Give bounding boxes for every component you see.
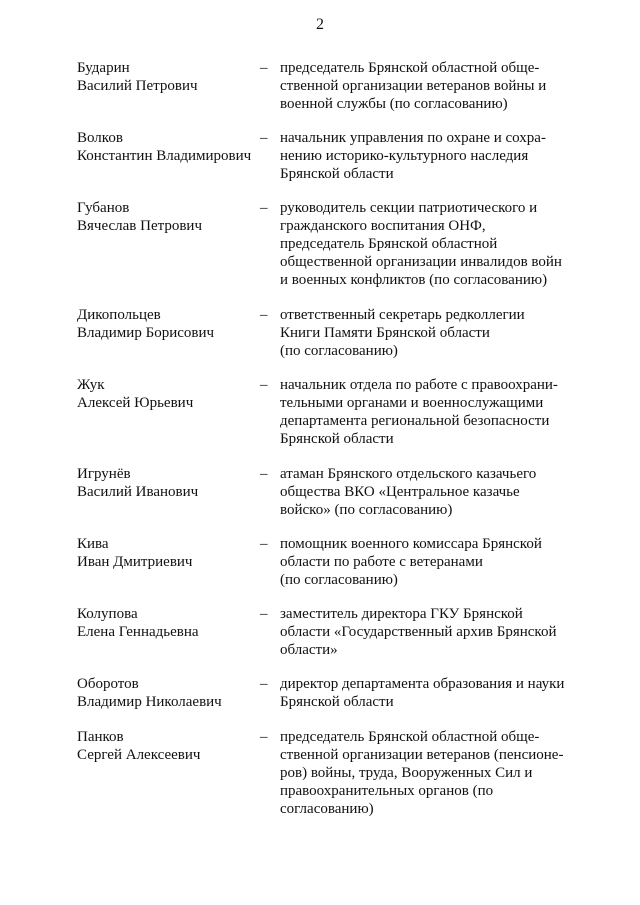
member-given-names: Василий Петрович [77,78,198,94]
role-line: ров) войны, труда, Вооруженных Сил и [280,765,533,781]
member-entry [77,376,567,448]
member-surname: Панков [77,729,124,745]
role-line: (по согласованию) [280,343,398,359]
role-line: правоохранительных органов (по [280,783,494,799]
member-given-names: Владимир Николаевич [77,694,222,710]
member-name [77,376,260,448]
member-role [280,535,567,589]
member-name [77,306,260,360]
member-entry [77,59,567,113]
role-line: атаман Брянского отдельского казачьего [280,466,537,482]
member-surname: Волков [77,130,123,146]
role-line: Брянской области [280,694,394,710]
role-line: военной службы (по согласованию) [280,96,508,112]
member-surname: Жук [77,377,105,393]
member-name [77,728,260,818]
role-line: ственной организации ветеранов (пенсионе- [280,747,564,763]
member-list [77,59,567,818]
member-given-names: Сергей Алексеевич [77,747,201,763]
member-surname: Игрунёв [77,466,131,482]
member-entry [77,728,567,818]
role-line: гражданского воспитания ОНФ, [280,218,486,234]
member-name [77,129,260,183]
member-given-names: Елена Геннадьевна [77,624,199,640]
role-line: войско» (по согласованию) [280,502,453,518]
role-line: председатель Брянской областной обще- [280,729,540,745]
dash-separator: – [260,200,268,216]
member-name [77,675,260,711]
role-line: (по согласованию) [280,572,398,588]
member-entry [77,675,567,711]
page-number: 2 [316,16,324,33]
member-entry [77,199,567,289]
member-role [280,129,567,183]
member-given-names: Константин Владимирович [77,148,252,164]
member-entry [77,605,567,659]
member-role [280,605,567,659]
role-line: области по работе с ветеранами [280,554,483,570]
role-line: нению историко-культурного наследия [280,148,529,164]
member-given-names: Василий Иванович [77,484,199,500]
member-name [77,465,260,519]
member-name [77,605,260,659]
member-surname: Оборотов [77,676,139,692]
member-role [280,465,567,519]
member-entry [77,306,567,360]
member-role [280,199,567,289]
dash-separator: – [260,60,268,76]
role-line: области «Государственный архив Брянской [280,624,557,640]
member-surname: Колупова [77,606,138,622]
dash-separator: – [260,307,268,323]
role-line: общества ВКО «Центральное казачье [280,484,520,500]
role-line: председатель Брянской областной обще- [280,60,540,76]
role-line: ственной организации ветеранов войны и [280,78,547,94]
role-line: тельными органами и военнослужащими [280,395,544,411]
member-given-names: Алексей Юрьевич [77,395,194,411]
role-line: Книги Памяти Брянской области [280,325,490,341]
dash-separator: – [260,536,268,552]
member-given-names: Иван Дмитриевич [77,554,193,570]
dash-separator: – [260,676,268,692]
member-surname: Кива [77,536,109,552]
role-line: помощник военного комиссара Брянской [280,536,542,552]
member-role [280,728,567,818]
role-line: согласованию) [280,801,374,817]
role-line: начальник отдела по работе с правоохрани- [280,377,558,393]
dash-separator: – [260,377,268,393]
role-line: Брянской области [280,431,394,447]
role-line: директор департамента образования и науки [280,676,565,692]
member-name [77,59,260,113]
role-line: начальник управления по охране и сохра- [280,130,546,146]
role-line: области» [280,642,338,658]
role-line: ответственный секретарь редколлегии [280,307,525,323]
member-role [280,306,567,360]
member-name [77,535,260,589]
dash-separator: – [260,729,268,745]
dash-separator: – [260,606,268,622]
member-given-names: Вячеслав Петрович [77,218,202,234]
role-line: департамента региональной безопасности [280,413,550,429]
member-name [77,199,260,289]
member-entry [77,129,567,183]
role-line: общественной организации инвалидов войн [280,254,562,270]
member-given-names: Владимир Борисович [77,325,215,341]
member-surname: Дикопольцев [77,307,161,323]
member-entry [77,535,567,589]
dash-separator: – [260,466,268,482]
dash-separator: – [260,130,268,146]
member-surname: Губанов [77,200,130,216]
role-line: руководитель секции патриотического и [280,200,538,216]
role-line: Брянской области [280,166,394,182]
role-line: и военных конфликтов (по согласованию) [280,272,548,288]
role-line: председатель Брянской областной [280,236,498,252]
role-line: заместитель директора ГКУ Брянской [280,606,523,622]
member-surname: Бударин [77,60,130,76]
member-role [280,675,567,711]
member-entry [77,465,567,519]
member-role [280,376,567,448]
member-role [280,59,567,113]
